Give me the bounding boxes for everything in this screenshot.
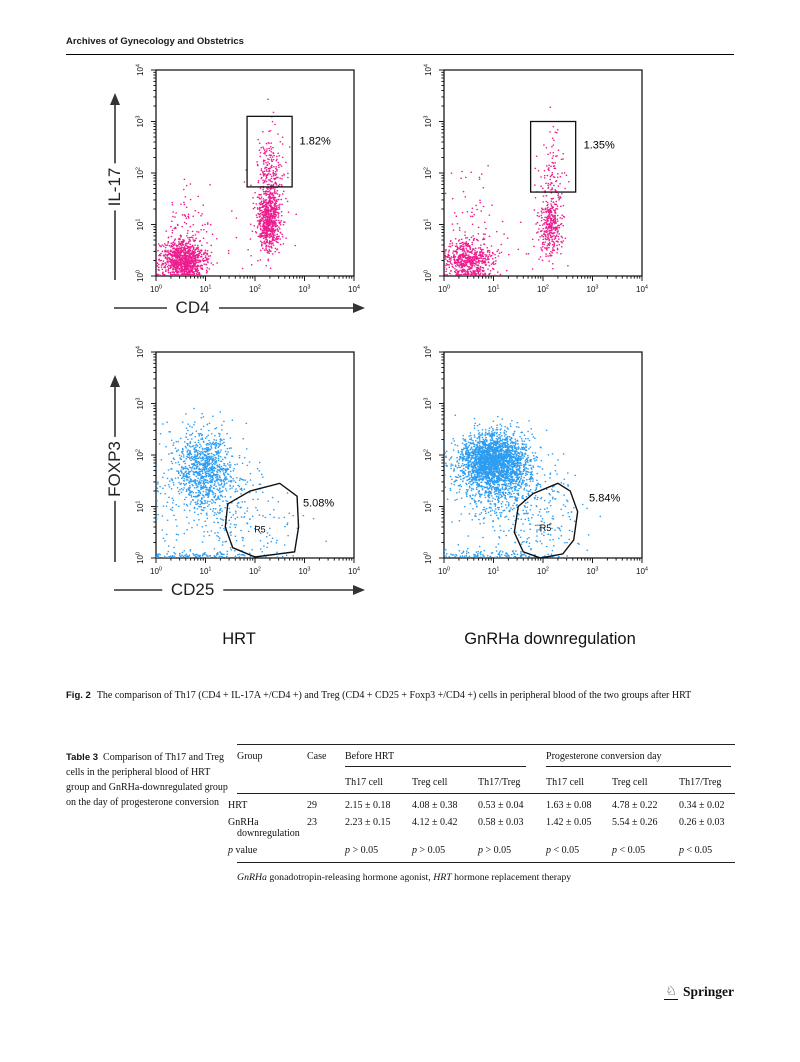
header-rule xyxy=(66,54,734,55)
table-3 xyxy=(228,744,735,863)
flow-plot-treg-hrt xyxy=(110,344,368,596)
table-row xyxy=(237,843,735,863)
svg-text:5.84%: 5.84% xyxy=(589,492,621,505)
svg-text:1.35%: 1.35% xyxy=(583,139,615,152)
svg-text:104: $10^4$ xyxy=(348,284,360,294)
flow-plot-treg-gnrha xyxy=(398,344,656,596)
svg-text:103: $10^3$ xyxy=(586,566,599,576)
table-cell: 2.15 ± 0.18 xyxy=(345,800,391,811)
svg-text:103: $10^3$ xyxy=(135,397,145,410)
svg-text:103: $10^3$ xyxy=(135,115,145,128)
svg-text:101: $10^1$ xyxy=(199,284,212,294)
table-cell: 4.08 ± 0.38 xyxy=(412,800,458,811)
x-axis-arrow-cd4 xyxy=(110,296,368,320)
table-footnote: GnRHa gonadotropin-releasing hormone agonist, HRT hormone replacement therapy xyxy=(237,872,572,883)
svg-text:101: $10^1$ xyxy=(423,218,433,231)
svg-text:104: $10^4$ xyxy=(636,566,648,576)
table-row xyxy=(237,794,735,816)
svg-text:102: $10^2$ xyxy=(537,566,549,576)
svg-text:100: $10^0$ xyxy=(150,284,162,294)
svg-text:100: $10^0$ xyxy=(423,270,433,282)
table-header-cell: Th17/Treg xyxy=(478,771,546,794)
table-cell: 0.26 ± 0.03 xyxy=(679,817,725,828)
flow-plot-th17-hrt xyxy=(110,62,368,314)
x-axis-label-cd4: CD4 xyxy=(167,298,219,318)
svg-text:101: $10^1$ xyxy=(487,284,500,294)
table-caption-label: Table 3 xyxy=(66,752,99,763)
y-axis-label-il17: IL-17 xyxy=(105,164,125,211)
table-caption-text: Comparison of Th17 and Treg cells in the peripheral blood of HRT group and GnRHa-downregulated group on the day of progesterone conversion xyxy=(66,752,228,808)
table-cell: 0.58 ± 0.03 xyxy=(478,817,524,828)
svg-text:R5: R5 xyxy=(254,524,266,535)
svg-text:100: $10^0$ xyxy=(423,552,433,564)
svg-text:100: $10^0$ xyxy=(135,552,145,564)
column-group-label: Before HRT xyxy=(345,751,526,767)
springer-text: Springer xyxy=(682,984,734,1000)
svg-text:100: $10^0$ xyxy=(135,270,145,282)
svg-text:101: $10^1$ xyxy=(487,566,500,576)
table-cell: p < 0.05 xyxy=(612,843,679,863)
flow-scatter-svg xyxy=(110,62,368,314)
svg-text:102: $10^2$ xyxy=(135,167,145,179)
svg-text:101: $10^1$ xyxy=(135,218,145,231)
column-group-label: Progesterone conversion day xyxy=(546,751,731,767)
table-header-cell xyxy=(546,745,735,772)
svg-text:104: $10^4$ xyxy=(135,346,145,358)
svg-text:104: $10^4$ xyxy=(636,284,648,294)
table-cell: 1.42 ± 0.05 xyxy=(546,817,592,828)
table-header-cell: Treg cell xyxy=(612,771,679,794)
table-cell: p value xyxy=(237,843,307,863)
y-axis-label-foxp3: FOXP3 xyxy=(105,437,125,501)
table-cell: p < 0.05 xyxy=(546,843,612,863)
table-cell: 4.78 ± 0.22 xyxy=(612,800,658,811)
table-3-container xyxy=(228,744,735,883)
table-cell: 2.23 ± 0.15 xyxy=(345,817,391,828)
y-axis-arrow-foxp3 xyxy=(102,374,128,564)
table-header-cell: Group xyxy=(237,745,307,794)
flow-scatter-svg xyxy=(398,62,656,314)
svg-text:103: $10^3$ xyxy=(298,284,311,294)
table-header-cell: Th17/Treg xyxy=(679,771,735,794)
svg-text:104: $10^4$ xyxy=(423,64,433,76)
figure-2 xyxy=(0,58,800,678)
svg-text:101: $10^1$ xyxy=(135,500,145,513)
table-cell: 0.34 ± 0.02 xyxy=(679,800,725,811)
svg-text:102: $10^2$ xyxy=(537,284,549,294)
table-cell: p > 0.05 xyxy=(478,843,546,863)
svg-text:5.08%: 5.08% xyxy=(303,497,335,510)
svg-text:104: $10^4$ xyxy=(135,64,145,76)
svg-text:100: $10^0$ xyxy=(150,566,162,576)
table-cell: p > 0.05 xyxy=(412,843,478,863)
table-caption xyxy=(66,750,230,810)
y-axis-arrow-il17 xyxy=(102,92,128,282)
table-header-cell: Treg cell xyxy=(412,771,478,794)
group-label-gnrha: GnRHa downregulation xyxy=(464,630,636,648)
svg-text:102: $10^2$ xyxy=(423,167,433,179)
svg-text:103: $10^3$ xyxy=(298,566,311,576)
table-header-cell: Th17 cell xyxy=(546,771,612,794)
svg-text:102: $10^2$ xyxy=(249,284,261,294)
table-cell: 4.12 ± 0.42 xyxy=(412,817,458,828)
flow-plot-th17-gnrha xyxy=(398,62,656,314)
svg-text:102: $10^2$ xyxy=(135,449,145,461)
svg-text:104: $10^4$ xyxy=(423,346,433,358)
table-cell: 1.63 ± 0.08 xyxy=(546,800,592,811)
svg-text:103: $10^3$ xyxy=(423,397,433,410)
figure-caption xyxy=(66,688,736,703)
x-axis-arrow-cd25 xyxy=(110,578,368,602)
table-cell: 5.54 ± 0.26 xyxy=(612,817,658,828)
figure-caption-text: The comparison of Th17 (CD4 + IL-17A +/CD4 +) and Treg (CD4 + CD25 + Foxp3 +/CD4 +) cells in peripheral blood of the two groups after HRT xyxy=(96,690,692,701)
svg-text:100: $10^0$ xyxy=(438,566,450,576)
svg-text:102: $10^2$ xyxy=(423,449,433,461)
table-header-cell: Case xyxy=(307,745,345,794)
svg-text:1.82%: 1.82% xyxy=(299,135,331,148)
table-cell: GnRHa downregulation xyxy=(228,817,300,839)
table-cell: 23 xyxy=(307,817,317,828)
table-row xyxy=(237,815,735,843)
svg-text:103: $10^3$ xyxy=(586,284,599,294)
right-arrow-icon xyxy=(110,578,368,602)
svg-text:102: $10^2$ xyxy=(249,566,261,576)
group-label-hrt: HRT xyxy=(222,630,256,648)
svg-text:103: $10^3$ xyxy=(423,115,433,128)
svg-text:100: $10^0$ xyxy=(438,284,450,294)
table-cell: p < 0.05 xyxy=(679,843,735,863)
table-cell: 0.53 ± 0.04 xyxy=(478,800,524,811)
svg-text:101: $10^1$ xyxy=(199,566,212,576)
right-arrow-icon xyxy=(110,296,368,320)
journal-header: Archives of Gynecology and Obstetrics xyxy=(66,36,244,47)
figure-caption-label: Fig. 2 xyxy=(66,690,91,701)
table-header-cell: Th17 cell xyxy=(345,771,412,794)
svg-text:R5: R5 xyxy=(539,523,552,534)
flow-scatter-svg xyxy=(110,344,368,596)
table-cell xyxy=(307,843,345,863)
table-cell: 29 xyxy=(307,800,317,811)
x-axis-label-cd25: CD25 xyxy=(162,580,223,600)
table-cell: p > 0.05 xyxy=(345,843,412,863)
svg-text:104: $10^4$ xyxy=(348,566,360,576)
springer-knight-icon: ♘ xyxy=(664,984,678,1000)
springer-logo xyxy=(664,984,734,1000)
svg-text:101: $10^1$ xyxy=(423,500,433,513)
flow-scatter-svg xyxy=(398,344,656,596)
table-cell: HRT xyxy=(228,800,248,811)
table-header-cell xyxy=(345,745,546,772)
